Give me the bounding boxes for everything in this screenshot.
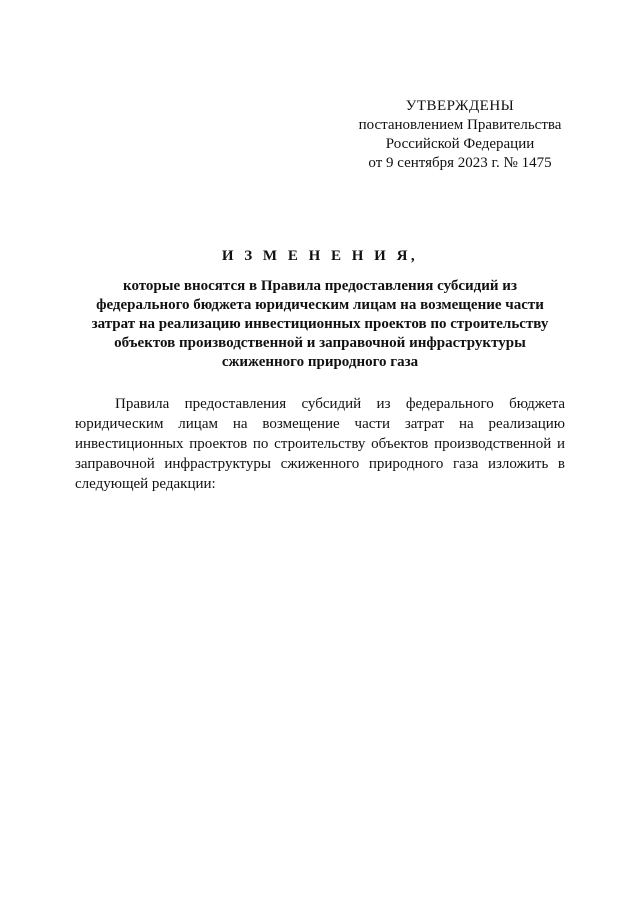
- approval-line-decree: постановлением Правительства: [358, 117, 562, 133]
- document-heading: [75, 246, 565, 372]
- approval-block: [340, 97, 580, 173]
- approval-line-government: Российской Федерации: [385, 136, 535, 152]
- body-paragraph: Правила предоставления субсидий из федерального бюджета юридическим лицам на возмещение части затрат на реализацию инвестиционных проектов по строительству объектов производственной и заправочной инфраструктуры сжиженного природного газа изложить в следующей редакции:: [75, 396, 565, 492]
- heading-subtitle: которые вносятся в Правила предоставления субсидий из федерального бюджета юридическим лицам на возмещение части затрат на реализацию инвестиционных проектов по строительству объектов производственной и заправочной инфраструктуры сжиженного природного газа: [91, 278, 549, 370]
- approval-title: УТВЕРЖДЕНЫ: [405, 98, 515, 114]
- approval-line-date: от 9 сентября 2023 г. № 1475: [368, 155, 552, 171]
- heading-title: И З М Е Н Е Н И Я,: [221, 248, 419, 264]
